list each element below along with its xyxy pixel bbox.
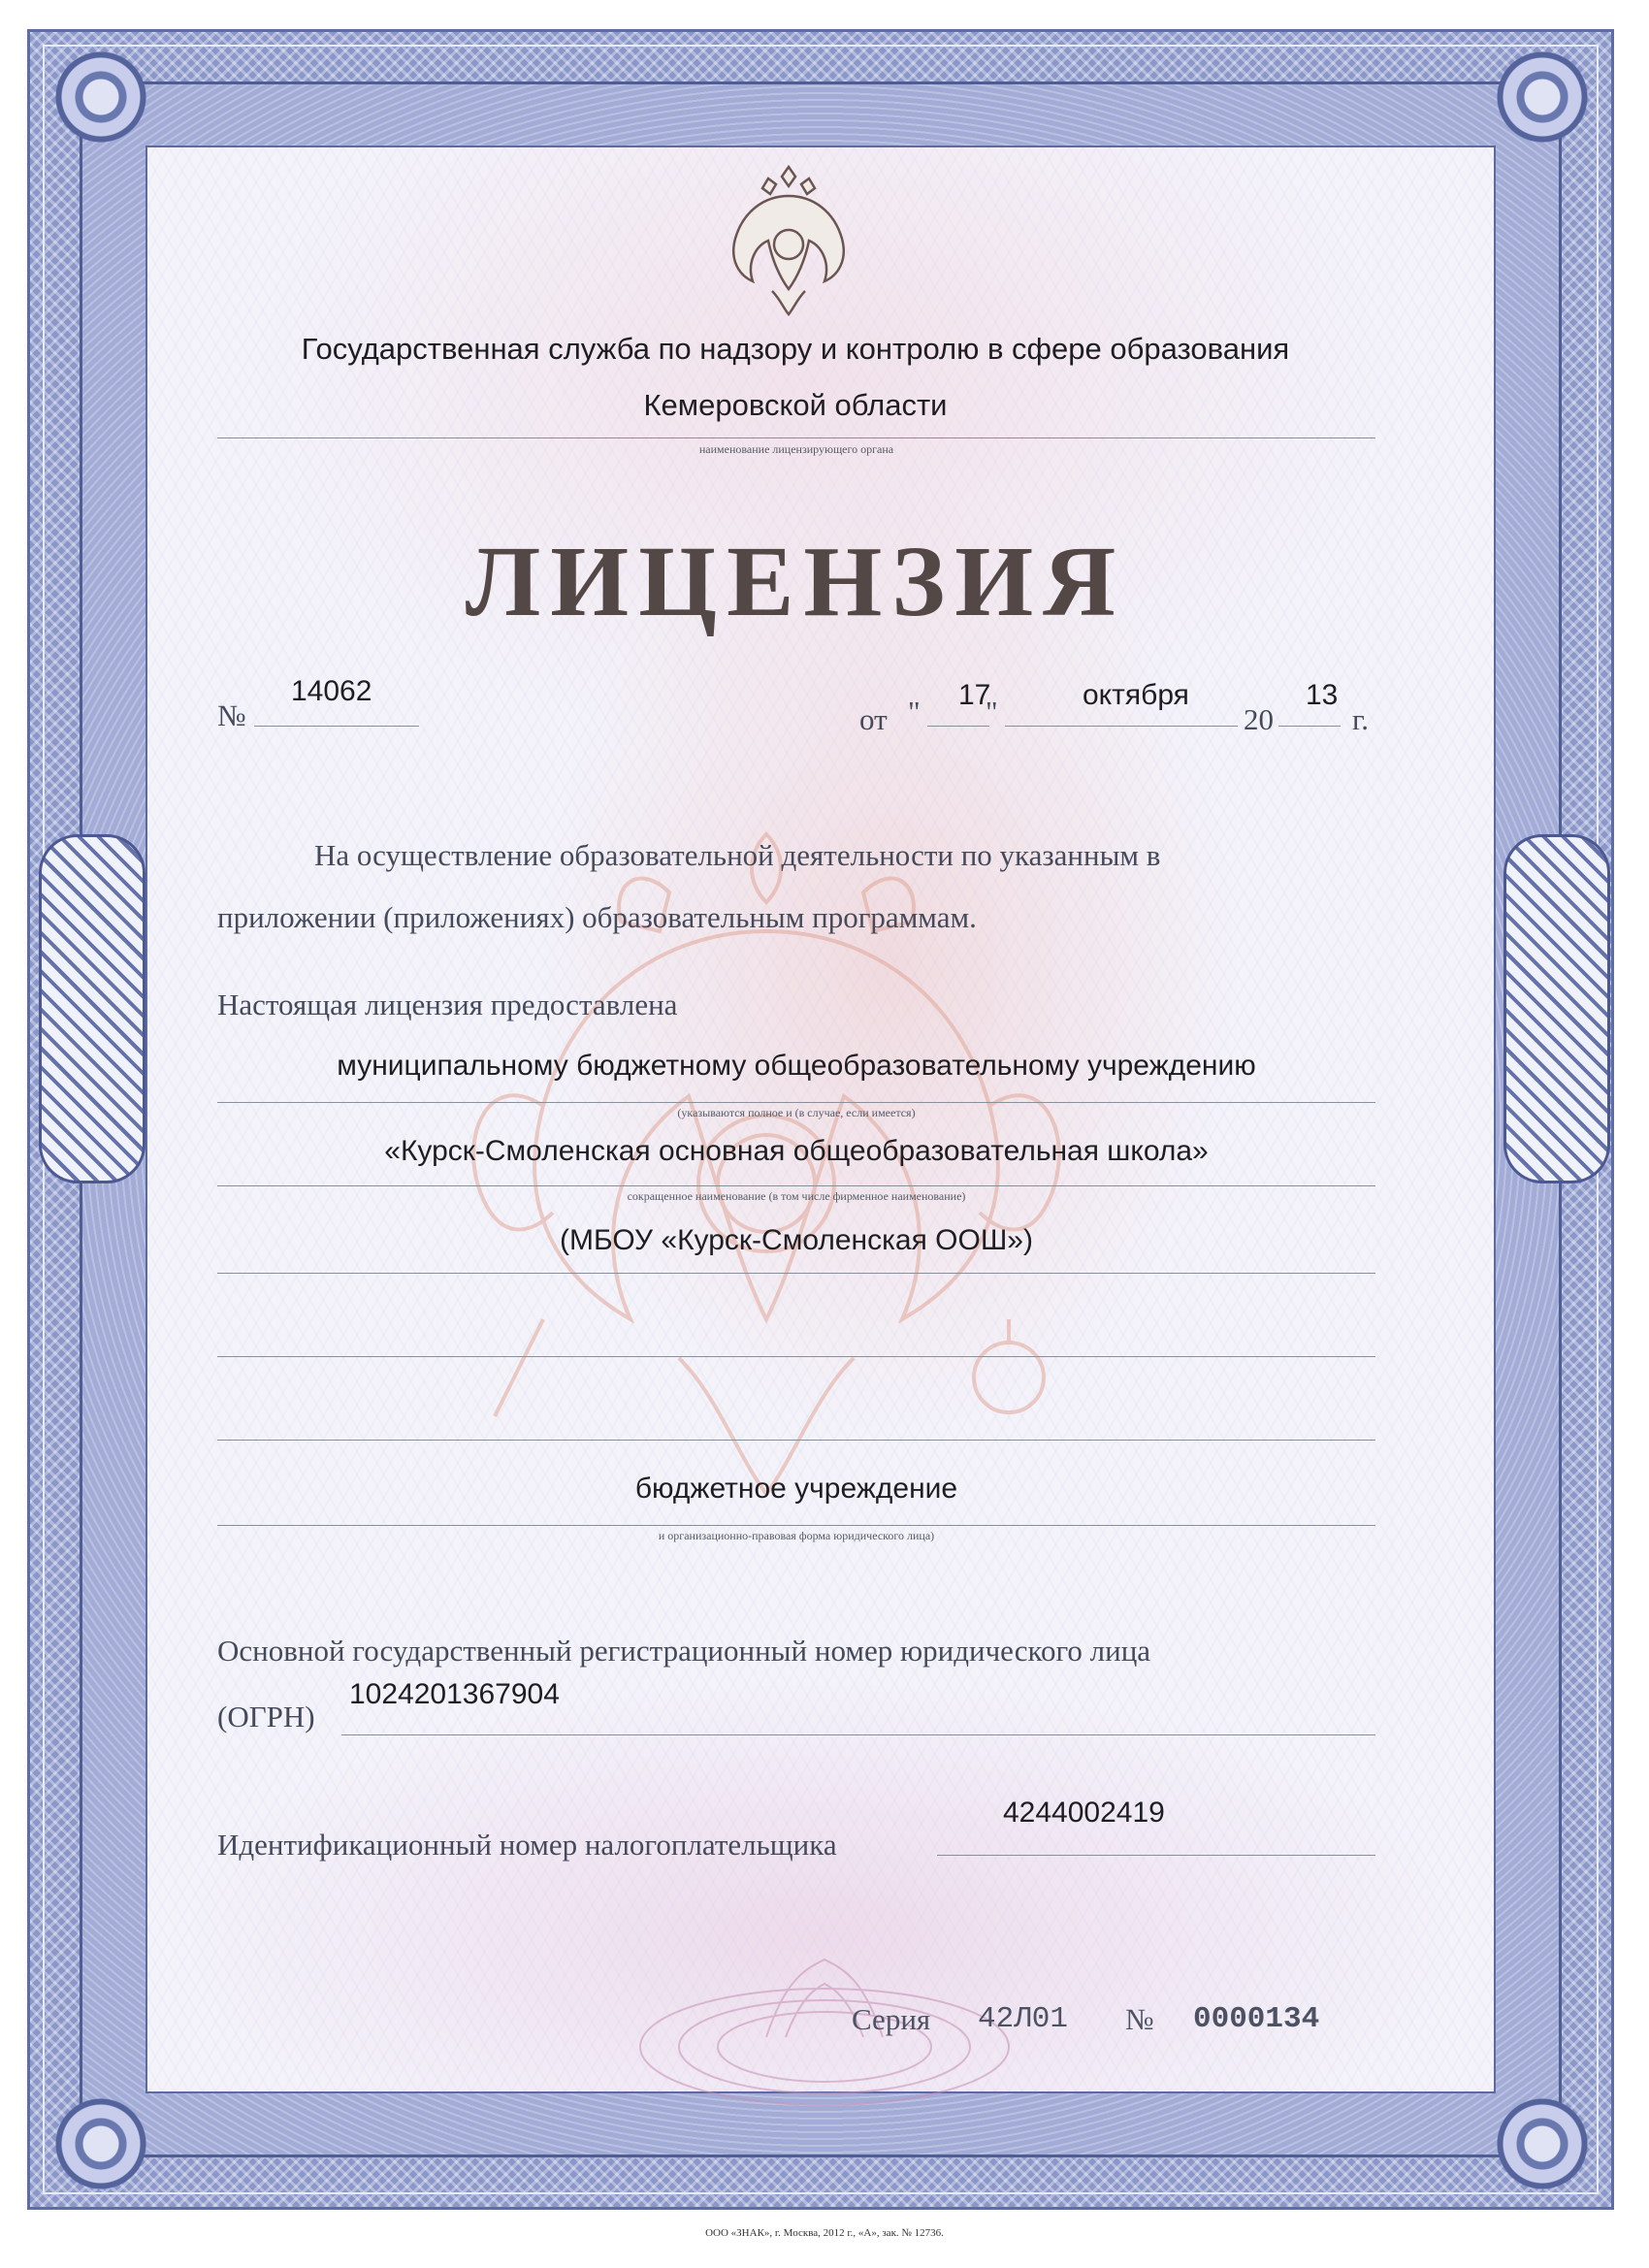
ogrn-label-line-1: Основной государственный регистрационный номер юридического лица [217,1634,1151,1668]
authority-caption: наименование лицензирующего органа [698,442,894,456]
licensing-authority-line-1: Государственная служба по надзору и контролю в сфере образования [301,332,1290,366]
licensee-caption-1: (указываются полное и (в случае, если имеется) [677,1106,916,1119]
inn-value: 4244002419 [1003,1797,1165,1829]
corner-ornament-bottom-left [43,2086,159,2202]
inn-underline [937,1855,1375,1856]
date-quote-close: " [986,695,998,729]
licensee-line-3-underline [217,1273,1375,1274]
licensee-caption-2: сокращенное наименование (в том числе фирменное наименование) [627,1189,966,1203]
licensee-line-4-underline [217,1356,1375,1357]
corner-ornament-top-left [43,39,159,155]
side-knot-ornament-left [39,834,146,1183]
license-purpose-line-1 [217,825,1375,887]
licensee-line-5-underline [217,1440,1375,1441]
ogrn-value: 1024201367904 [349,1678,560,1710]
date-year-value: 13 [1306,679,1339,711]
license-purpose-text-1: На осуществление образовательной деятельности по указанным в [314,838,1161,872]
date-year-unit: г. [1352,702,1369,736]
corner-ornament-top-right [1484,39,1600,155]
licensee-intro: Настоящая лицензия предоставлена [217,988,678,1021]
licensee-line-2-underline [217,1185,1375,1186]
printer-imprint: ООО «ЗНАК», г. Москва, 2012 г., «А», зак. № 12736. [705,2227,944,2239]
date-month-value: октября [1083,679,1189,711]
date-day-value: 17 [958,679,991,711]
licensee-full-name-line-1: муниципальному бюджетному общеобразовательному учреждению [337,1050,1256,1082]
authority-underline [217,437,1375,438]
series-label: Серия [852,2002,931,2036]
ogrn-label-line-2: (ОГРН) [217,1700,315,1733]
blank-number-label: № [1125,2002,1154,2036]
date-year-prefix: 20 [1244,702,1274,736]
license-number-underline [254,726,419,727]
licensee-line-6-underline [217,1525,1375,1526]
licensee-line-1-underline [217,1102,1375,1103]
corner-ornament-bottom-right [1484,2086,1600,2202]
date-year-underline [1278,726,1341,727]
licensee-caption-3: и организационно-правовая форма юридического лица) [658,1529,935,1542]
licensee-legal-form: бюджетное учреждение [634,1473,958,1505]
document-title: ЛИЦЕНЗИЯ [465,526,1126,637]
inn-label: Идентификационный номер налогоплательщика [217,1828,837,1862]
licensee-full-name-line-2: «Курск-Смоленская основная общеобразовательная школа» [384,1135,1209,1167]
date-quote-open: " [908,695,921,729]
coat-of-arms-emblem [726,163,852,318]
licensing-authority-line-2: Кемеровской области [643,388,948,422]
licensee-short-name: (МБОУ «Курск-Смоленская ООШ») [560,1224,1033,1256]
blank-number-value: 0000134 [1193,2002,1320,2036]
series-value: 42Л01 [978,2002,1069,2036]
ogrn-underline [341,1734,1375,1735]
guilloche-rosette [621,1901,1028,2115]
side-knot-ornament-right [1504,834,1610,1183]
license-purpose-line-2: приложении (приложениях) образовательным программам. [217,900,977,934]
date-day-underline [927,726,989,727]
license-number-label: № [217,698,246,732]
date-prefix-label: от [859,702,888,736]
license-number-value: 14062 [291,675,372,707]
date-month-underline [1005,726,1238,727]
